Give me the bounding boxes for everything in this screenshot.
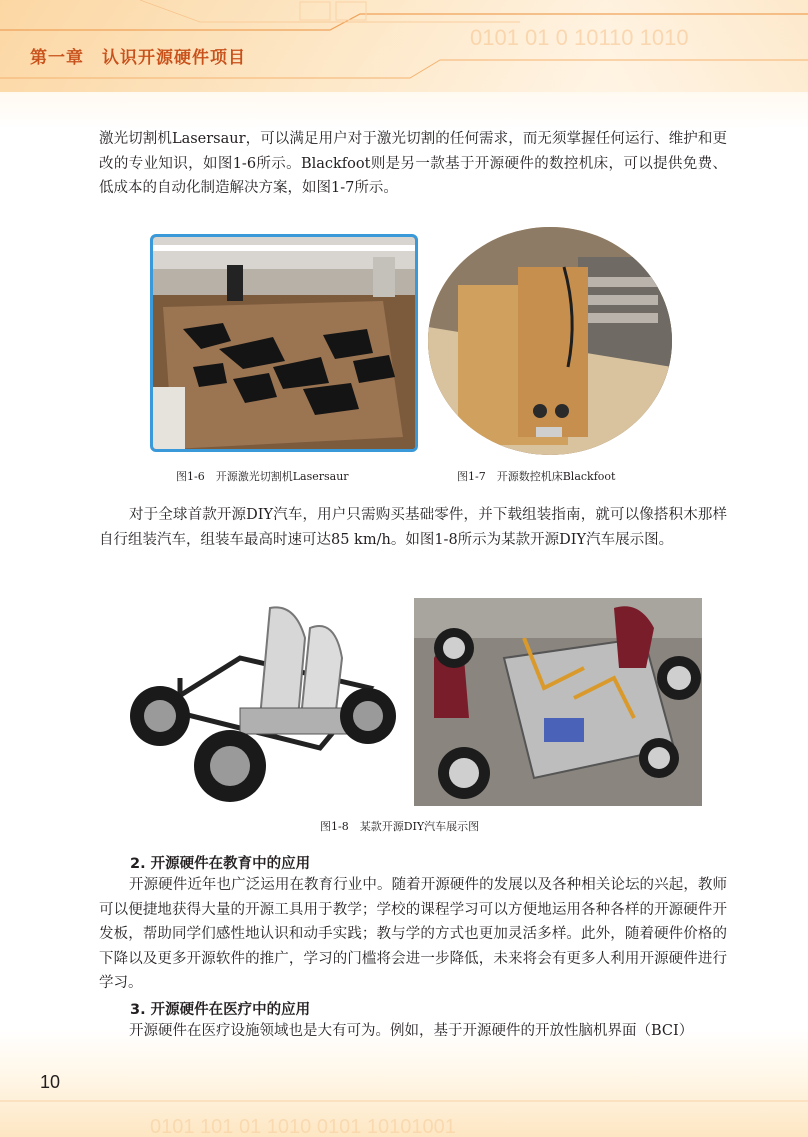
figure-laser-cutter-image (150, 234, 418, 452)
footer-decoration (0, 1095, 808, 1137)
paragraph-diy-car: 对于全球首款开源DIY汽车，用户只需购买基础零件，并下载组装指南，就可以像搭积木那样自行组装汽车，组装车最高时速可达85 km/h。如图1-8所示为某款开源DIY汽车展示图。 (99, 507, 727, 548)
diy-car-parts-illustration (414, 598, 702, 806)
page-number: 10 (40, 1072, 61, 1092)
section-heading-education: 2. 开源硬件在教育中的应用 (130, 856, 311, 872)
figure-diy-car-parts-photo (414, 598, 702, 806)
svg-text:0101 101 01 1010 0101 10101001: 0101 101 01 1010 0101 10101001 (150, 1116, 456, 1137)
svg-text:0101 01 0 10110 1010: 0101 01 0 10110 1010 (470, 25, 689, 50)
diy-car-render-illustration (120, 598, 405, 806)
cnc-machine-illustration (428, 227, 672, 455)
paragraph-medical: 开源硬件在医疗设施领域也是大有可为。例如，基于开源硬件的开放性脑机界面（BCI） (129, 1023, 694, 1039)
caption-figure-1-6: 图1-6 开源激光切割机Lasersaur (176, 470, 349, 483)
figure-cnc-machine-image (428, 227, 672, 455)
figure-diy-car-render (120, 598, 405, 806)
paragraph-education: 开源硬件近年也广泛运用在教育行业中。随着开源硬件的发展以及各种相关论坛的兴起，教师可以便捷地获得大量的开源工具用于教学；学校的课程学习可以方便地运用各种各样的开源硬件开发板，帮助同学们感性地认识和动手实践；教与学的方式也更加灵活多样。此外，随着硬件价格的下降以及更多开源软件的推广，学习的门槛将会进一步降低，未来将会有更多人利用开源硬件进行学习。 (99, 877, 727, 992)
caption-figure-1-7: 图1-7 开源数控机床Blackfoot (457, 470, 616, 483)
paragraph-lasersaur: 激光切割机Lasersaur，可以满足用户对于激光切割的任何需求，而无须掌握任何运行、维护和更改的专业知识，如图1-6所示。Blackfoot则是另一款基于开源硬件的数控机床，可以提供免费、低成本的自动化制造解决方案，如图1-7所示。 (99, 131, 727, 197)
section-heading-medical: 3. 开源硬件在医疗中的应用 (130, 1002, 311, 1018)
caption-figure-1-8: 图1-8 某款开源DIY汽车展示图 (320, 820, 480, 833)
laser-cutter-illustration (153, 237, 415, 449)
chapter-title: 第一章 认识开源硬件项目 (30, 48, 246, 68)
